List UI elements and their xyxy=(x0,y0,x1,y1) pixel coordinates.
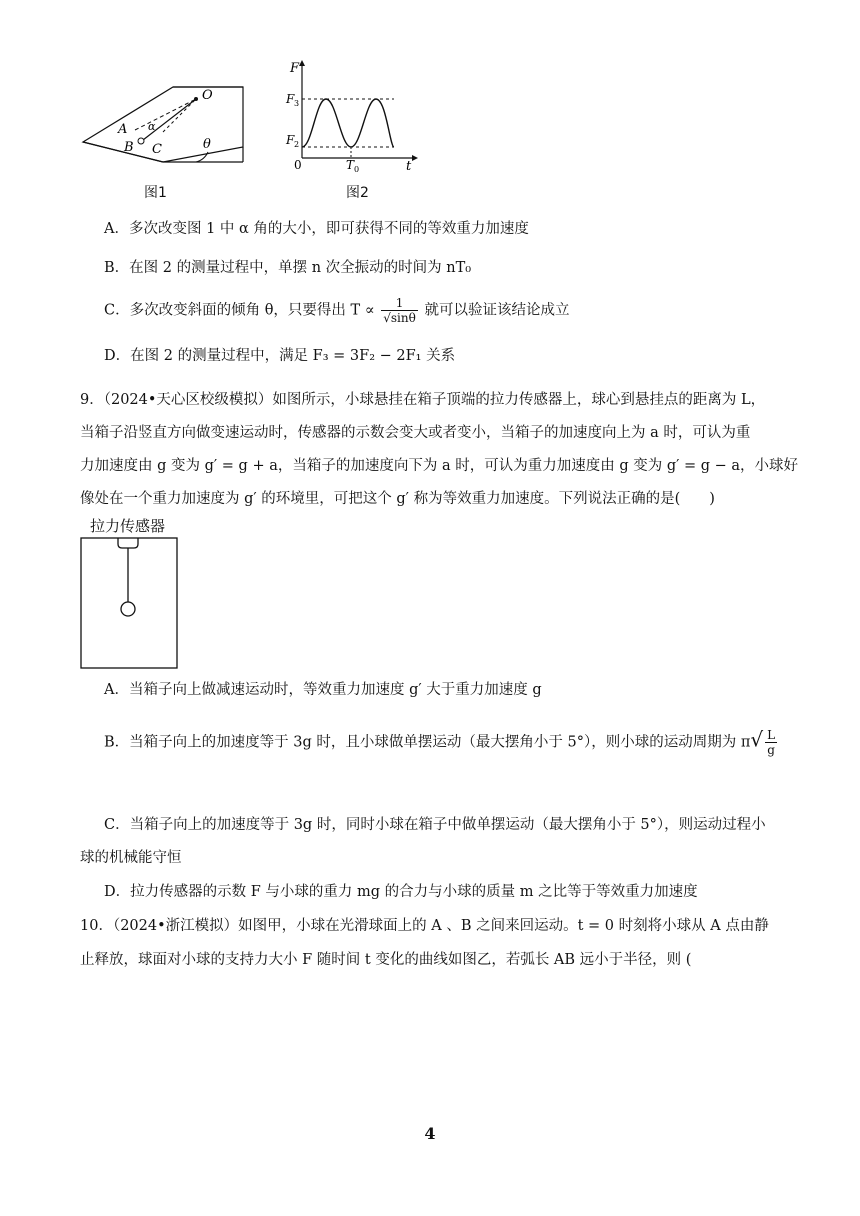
label-F3: F xyxy=(286,92,295,106)
box-pendulum-figure xyxy=(80,536,180,670)
label-alpha: α xyxy=(148,120,156,133)
label-F3-sub: 3 xyxy=(294,99,300,108)
q9-stem-line-3: 力加速度由 g 变为 g′ = g + a，当箱子的加速度向下为 a 时，可认为重力加速度由 g 变为 g′ = g − a，小球好 xyxy=(80,458,799,474)
label-F-axis: F xyxy=(290,61,300,76)
q9-stem-line-4: 像处在一个重力加速度为 g′ 的环境里，可把这个 g′ 称为等效重力加速度。下列说法正确的是( ) xyxy=(80,491,715,507)
label-t-axis: t xyxy=(406,159,412,174)
q8-option-c-num: 1 xyxy=(381,296,418,311)
q8-option-b: B．在图 2 的测量过程中，单摆 n 次全振动的时间为 nT₀ xyxy=(104,260,472,276)
figure-1-incline xyxy=(78,62,278,172)
q8-option-d: D．在图 2 的测量过程中，满足 F₃ = 3F₂ − 2F₁ 关系 xyxy=(104,348,456,364)
q10-stem-line-1: 10．（2024•浙江模拟）如图甲，小球在光滑球面上的 A 、B 之间来回运动。t = 0 时刻将小球从 A 点由静 xyxy=(80,918,769,934)
q8-option-c-pre: C．多次改变斜面的倾角 θ，只要得出 T ∝ xyxy=(104,302,380,319)
label-A: A xyxy=(118,122,128,137)
q9-option-d: D．拉力传感器的示数 F 与小球的重力 mg 的合力与小球的质量 m 之比等于等效重力加速度 xyxy=(104,884,698,900)
q9-option-b-fraction xyxy=(765,728,777,757)
q9-stem-line-1: 9．（2024•天心区校级模拟）如图所示，小球悬挂在箱子顶端的拉力传感器上，球心到悬挂点的距离为 L， xyxy=(80,392,766,408)
sensor-label: 拉力传感器 xyxy=(90,517,166,535)
label-T0-sub: 0 xyxy=(354,165,360,174)
label-C: C xyxy=(152,142,162,157)
q8-option-a: A．多次改变图 1 中 α 角的大小，即可获得不同的等效重力加速度 xyxy=(104,221,529,237)
figure-2-force-graph xyxy=(282,58,422,178)
page-number: 4 xyxy=(424,1124,436,1143)
q9-option-c-line-2: 球的机械能守恒 xyxy=(80,850,182,866)
figure-2-caption: 图2 xyxy=(346,185,369,201)
q8-option-c-post: 就可以验证该结论成立 xyxy=(419,302,570,319)
q9-option-b: B．当箱子向上的加速度等于 3g 时，且小球做单摆运动（最大摆角小于 5°），则小球的运动周期为 π√ $\frac{L}{g}$ xyxy=(104,727,776,757)
q9-option-c-line-1: C．当箱子向上的加速度等于 3g 时，同时小球在箱子中做单摆运动（最大摆角小于 5°），则运动过程小 xyxy=(104,817,766,833)
q8-option-c xyxy=(104,296,569,325)
label-F2-sub: 2 xyxy=(294,140,300,149)
q8-option-c-den: √sinθ xyxy=(383,311,416,325)
label-theta: θ xyxy=(203,137,211,152)
label-F2: F xyxy=(286,133,295,147)
label-B: B xyxy=(124,140,134,155)
q9-option-b-num: L xyxy=(767,728,776,742)
label-origin: 0 xyxy=(294,158,302,172)
q8-option-c-fraction xyxy=(381,296,418,325)
q9-option-a: A．当箱子向上做减速运动时，等效重力加速度 g′ 大于重力加速度 g xyxy=(104,682,542,698)
q10-stem-line-2: 止释放，球面对小球的支持力大小 F 随时间 t 变化的曲线如图乙，若弧长 AB 远小于半径，则 ( xyxy=(80,952,692,968)
label-O: O xyxy=(202,88,213,103)
label-T0: T xyxy=(346,158,355,172)
figure-1-caption: 图1 xyxy=(144,185,167,201)
q9-option-b-pre: B．当箱子向上的加速度等于 3g 时，且小球做单摆运动（最大摆角小于 5°），则小球的运动周期为 π xyxy=(104,734,751,751)
q9-option-b-den: g xyxy=(767,743,775,757)
q9-stem-line-2: 当箱子沿竖直方向做变速运动时，传感器的示数会变大或者变小，当箱子的加速度向上为 a 时，可认为重 xyxy=(80,425,751,441)
